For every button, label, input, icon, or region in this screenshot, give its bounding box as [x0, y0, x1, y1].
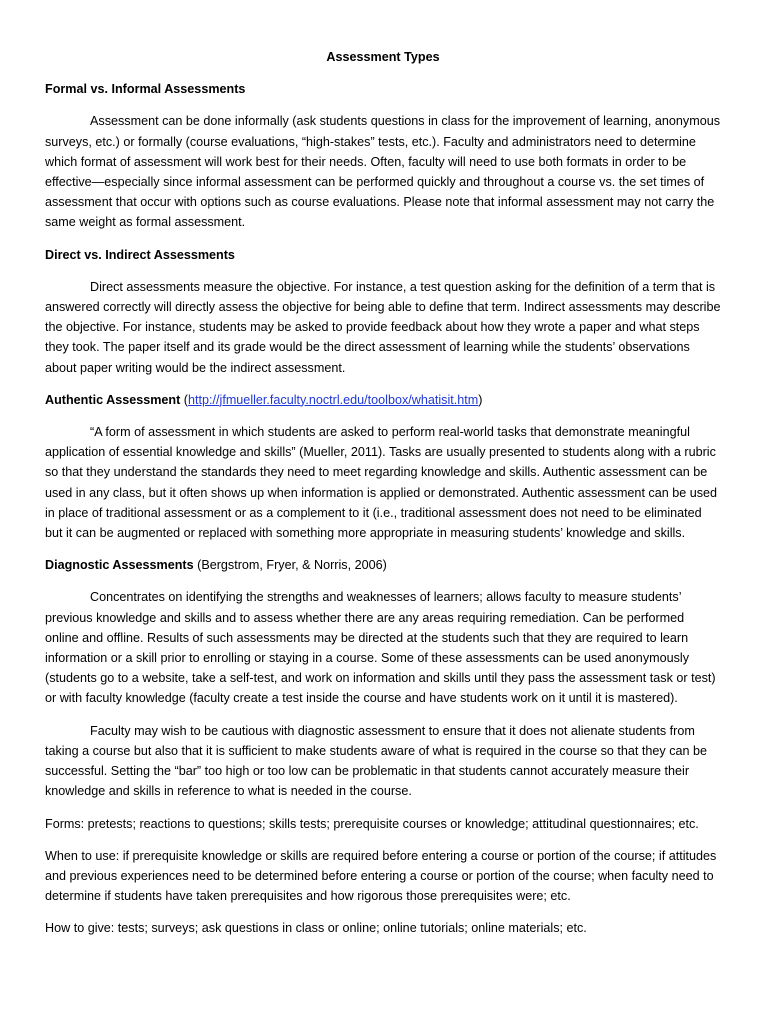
diagnostic-heading-text: Diagnostic Assessments [45, 558, 194, 573]
link-close-paren: ) [478, 392, 483, 407]
document-title: Assessment Types [326, 50, 440, 64]
section-heading-direct: Direct vs. Indirect Assessments [45, 247, 235, 262]
paragraph-direct: Direct assessments measure the objective. For instance, a test question asking for the definition of a term that is answered correctly will directly assess the objective for being able to define that term. Indirect assessments may describe the objective. For instance, students may be asked to provide feedback about how they wrote a paper and what steps they took. The paper itself and its grade would be the direct assessment of learning while the students’ observations about paper writing would be the indirect assessment. [45, 279, 721, 375]
paragraph-authentic: “A form of assessment in which students are asked to perform real-world tasks that demonstrate meaningful application of essential knowledge and skills” (Mueller, 2011). Tasks are usually presented to students along with a rubric so that they understand the standards they need to meet regarding knowledge and skills. Authentic assessment can be used in any class, but it often shows up when information is applied or demonstrated. Authentic assessment can be used in place of traditional assessment or as a complement to it (i.e., traditional assessment does not need to be eliminated but it can be augmented or replaced with something more appropriate in measuring students’ knowledge and skills. [45, 425, 718, 541]
diagnostic-how-to-give: How to give: tests; surveys; ask questions in class or online; online tutorials; online materials; etc. [45, 921, 587, 936]
paragraph-diagnostic-1: Concentrates on identifying the strengths and weaknesses of learners; allows faculty to measure students’ previous knowledge and skills and to assess whether there are any areas requiring remediation. Can be performed online and offline. Results of such assessments may be directed at the students such that they are required to learn information or a skill prior to enrolling or staying in a course. Some of these assessments can be used anonymously (students go to a website, take a self-test, and work on information and skills until they pass the assessment task or test) or with faculty knowledge (faculty create a test inside the course and have students work on it until it is mastered). [45, 590, 716, 706]
authentic-assessment-link[interactable]: http://jfmueller.faculty.noctrl.edu/toolbox/whatisit.htm [188, 392, 479, 407]
link-open-paren: ( [180, 392, 189, 407]
section-heading-authentic [45, 390, 721, 410]
authentic-heading-text: Authentic Assessment [45, 392, 181, 407]
diagnostic-when-to-use: When to use: if prerequisite knowledge or skills are required before entering a course or portion of the course; if attitudes and previous experiences need to be determined before entering a course or portion of the course; when faculty need to determine if students have taken prerequisites and how rigorous those prerequisites were; etc. [45, 848, 717, 904]
paragraph-diagnostic-2: Faculty may wish to be cautious with diagnostic assessment to ensure that it does not alienate students from taking a course but also that it is sufficient to make students aware of what is required in the course so that they can be successful. Setting the “bar” too high or too low can be problematic in that students cannot accurately measure their knowledge and skills in reference to what is needed in the course. [45, 723, 708, 799]
paragraph-formal: Assessment can be done informally (ask students questions in class for the improvement of learning, anonymous surveys, etc.) or formally (course evaluations, “high-stakes” tests, etc.). Faculty and administrators need to determine which format of assessment will work best for their needs. Often, faculty will need to use both formats in order to be effective—especially since informal assessment can be performed quickly and throughout a course vs. the set times of assessment that occur with options such as course evaluations. Please note that informal assessment may not carry the same weight as formal assessment. [45, 114, 721, 230]
diagnostic-citation: (Bergstrom, Fryer, & Norris, 2006) [193, 558, 387, 573]
section-heading-formal: Formal vs. Informal Assessments [45, 82, 246, 97]
diagnostic-forms: Forms: pretests; reactions to questions; skills tests; prerequisite courses or knowledge; attitudinal questionnaires; etc. [45, 816, 699, 831]
section-heading-diagnostic [45, 555, 721, 575]
